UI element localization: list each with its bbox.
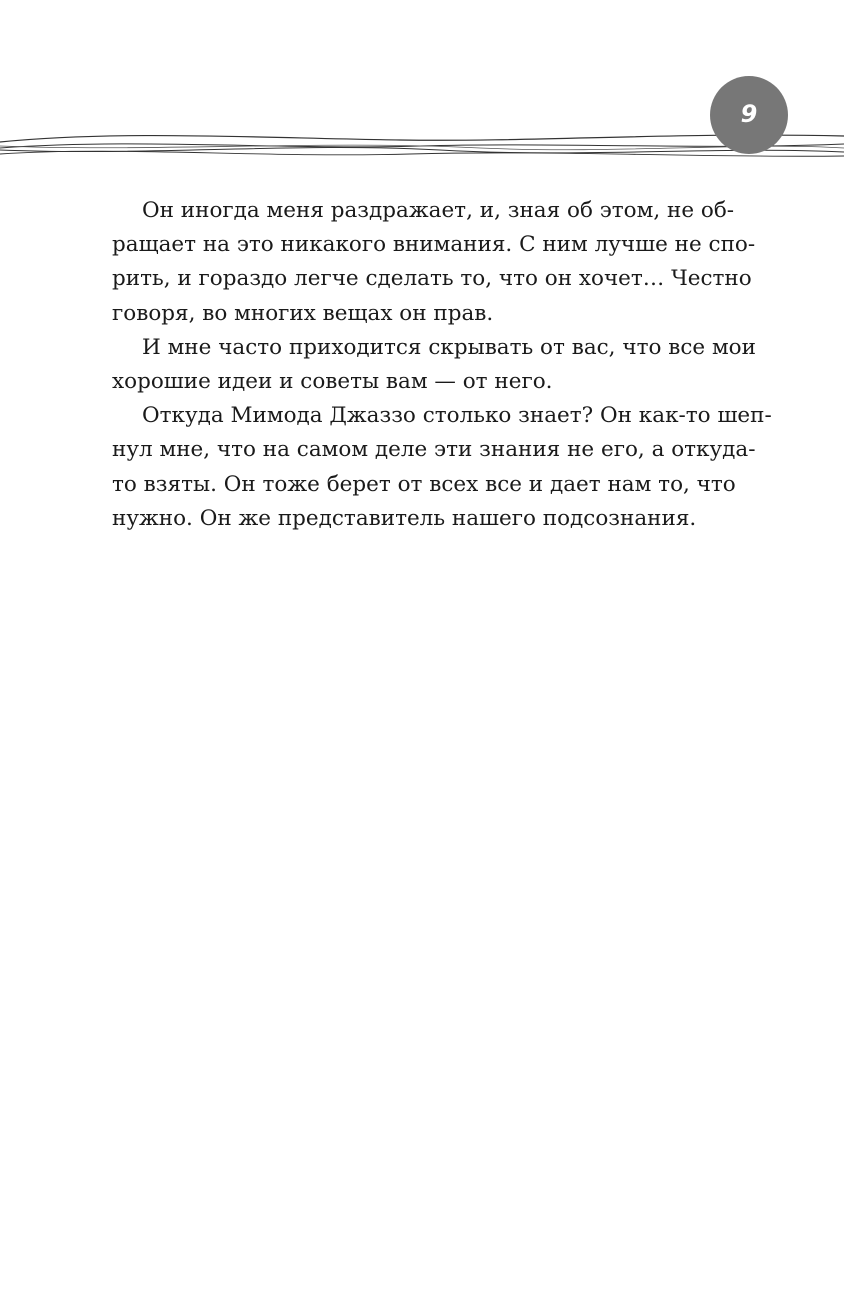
paragraph-3-line-4: нужно. Он же представитель нашего подсознания. <box>112 505 697 531</box>
text-body <box>112 194 772 536</box>
paragraph-3-line-2: нул мне, что на самом деле эти знания не его, а откуда- <box>112 437 756 463</box>
paragraph-3-line-3: то взяты. Он тоже берет от всех все и дает нам то, что <box>112 471 736 497</box>
paragraph-2-line-2: хорошие идеи и советы вам — от него. <box>112 368 553 394</box>
paragraph-1-line-3: рить, и гораздо легче сделать то, что он хочет… Честно <box>112 266 752 292</box>
paragraph-1-line-4: говоря, во многих вещах он прав. <box>112 300 494 326</box>
paragraph-1-line-1: Он иногда меня раздражает, и, зная об этом, не об- <box>142 198 735 223</box>
page-number-badge <box>710 76 788 154</box>
paragraph-3-line-1: Откуда Мимода Джаззо столько знает? Он как-то шеп- <box>142 403 772 429</box>
paragraph-1-line-2: ращает на это никакого внимания. С ним лучше не спо- <box>112 232 756 258</box>
page-number: 9 <box>740 100 758 128</box>
paragraph-2-line-1: И мне часто приходится скрывать от вас, что все мои <box>142 334 756 360</box>
